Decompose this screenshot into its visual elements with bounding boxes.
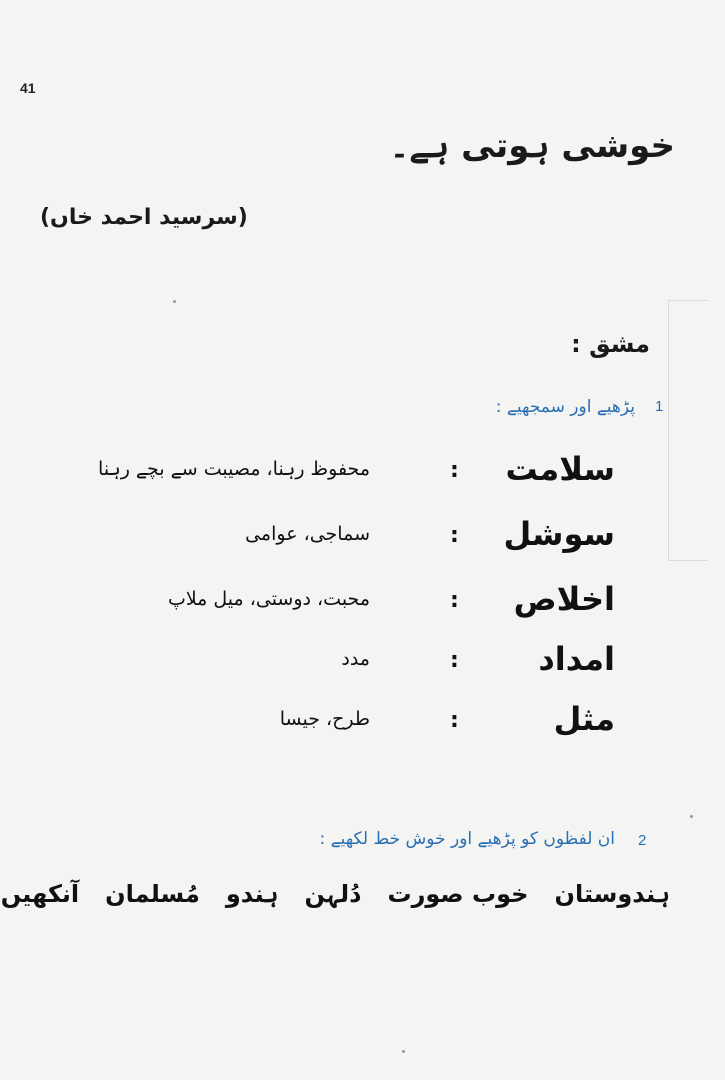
question-2-text: ان لفظوں کو پڑھیے اور خوش خط لکھیے : bbox=[319, 829, 615, 849]
vocab-row bbox=[0, 450, 725, 502]
question-1-number: 1 bbox=[655, 398, 664, 415]
vocab-colon: : bbox=[450, 458, 459, 483]
vocab-word: سوشل bbox=[503, 515, 615, 553]
practice-word: ہندوستان bbox=[554, 880, 670, 908]
practice-word: خوب صورت bbox=[387, 880, 529, 908]
vocab-word: امداد bbox=[538, 640, 615, 678]
paper-speck bbox=[173, 300, 176, 303]
vocab-word: سلامت bbox=[505, 450, 615, 488]
vocab-row bbox=[0, 700, 725, 752]
vocab-meaning: محبت، دوستی، میل ملاپ bbox=[167, 588, 370, 610]
vocab-row bbox=[0, 580, 725, 632]
vocab-row bbox=[0, 515, 725, 567]
question-2-number: 2 bbox=[638, 832, 647, 849]
question-1-text: پڑھیے اور سمجھیے : bbox=[495, 397, 635, 417]
page-number: 41 bbox=[20, 80, 36, 96]
vocab-colon: : bbox=[450, 588, 459, 613]
vocab-colon: : bbox=[450, 648, 459, 673]
vocab-meaning: مدد bbox=[341, 648, 370, 670]
paper-speck bbox=[690, 815, 693, 818]
margin-divider bbox=[668, 300, 708, 301]
vocab-colon: : bbox=[450, 523, 459, 548]
vocab-meaning: طرح، جیسا bbox=[279, 708, 370, 730]
vocab-meaning: سماجی، عوامی bbox=[245, 523, 370, 545]
practice-words bbox=[1, 880, 670, 908]
practice-word: دُلہن bbox=[304, 880, 362, 908]
vocab-colon: : bbox=[450, 708, 459, 733]
exercise-title: مشق : bbox=[571, 330, 650, 358]
vocab-word: مثل bbox=[553, 700, 615, 738]
practice-word: مُسلمان bbox=[105, 880, 200, 908]
vocab-row bbox=[0, 640, 725, 692]
vocab-word: اخلاص bbox=[513, 580, 615, 618]
practice-word: ہندو bbox=[225, 880, 279, 908]
closing-line: خوشی ہوتی ہے۔ bbox=[389, 126, 675, 166]
vocab-meaning: محفوظ رہنا، مصیبت سے بچے رہنا bbox=[98, 458, 370, 480]
practice-word: آنکھیں bbox=[0, 880, 80, 908]
author-attribution: (سرسید احمد خاں) bbox=[40, 205, 248, 230]
paper-speck bbox=[402, 1050, 405, 1053]
